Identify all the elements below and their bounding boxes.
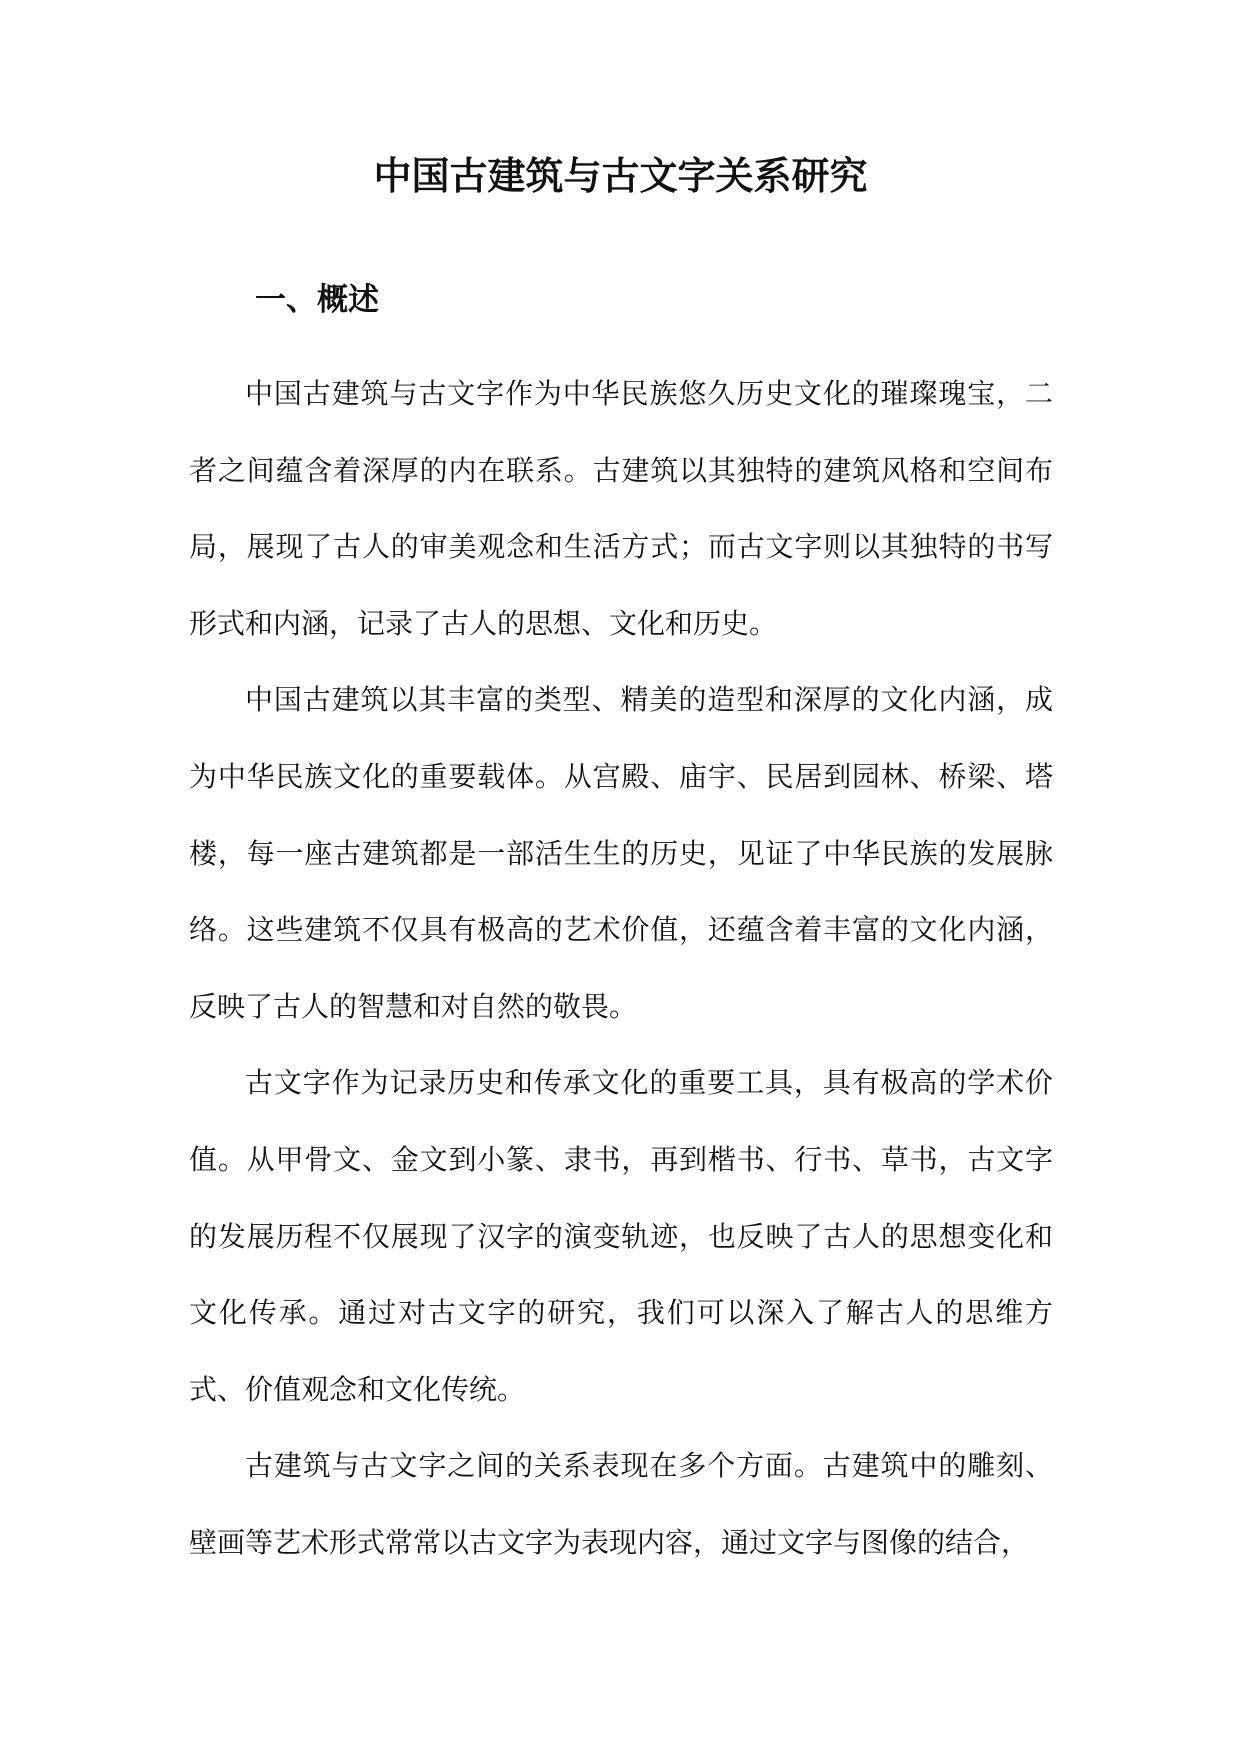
body-text bbox=[189, 356, 1053, 1582]
paragraph: 中国古建筑与古文字作为中华民族悠久历史文化的璀璨瑰宝，二者之间蕴含着深厚的内在联系。古建筑以其独特的建筑风格和空间布局，展现了古人的审美观念和生活方式；而古文字则以其独特的书写形式和内涵，记录了古人的思想、文化和历史。 bbox=[189, 377, 1053, 640]
paragraph: 古文字作为记录历史和传承文化的重要工具，具有极高的学术价值。从甲骨文、金文到小篆、隶书，再到楷书、行书、草书，古文字的发展历程不仅展现了汉字的演变轨迹，也反映了古人的思想变化和文化传承。通过对古文字的研究，我们可以深入了解古人的思维方式、价值观念和文化传统。 bbox=[189, 1066, 1053, 1406]
section-heading: 一、概述 bbox=[255, 282, 379, 318]
paragraph: 中国古建筑以其丰富的类型、精美的造型和深厚的文化内涵，成为中华民族文化的重要载体。从宫殿、庙宇、民居到园林、桥梁、塔楼，每一座古建筑都是一部活生生的历史，见证了中华民族的发展脉络。这些建筑不仅具有极高的艺术价值，还蕴含着丰富的文化内涵，反映了古人的智慧和对自然的敬畏。 bbox=[189, 683, 1053, 1023]
paragraph: 古建筑与古文字之间的关系表现在多个方面。古建筑中的雕刻、壁画等艺术形式常常以古文字为表现内容，通过文字与图像的结合， bbox=[189, 1449, 1053, 1559]
document-title: 中国古建筑与古文字关系研究 bbox=[373, 153, 868, 198]
